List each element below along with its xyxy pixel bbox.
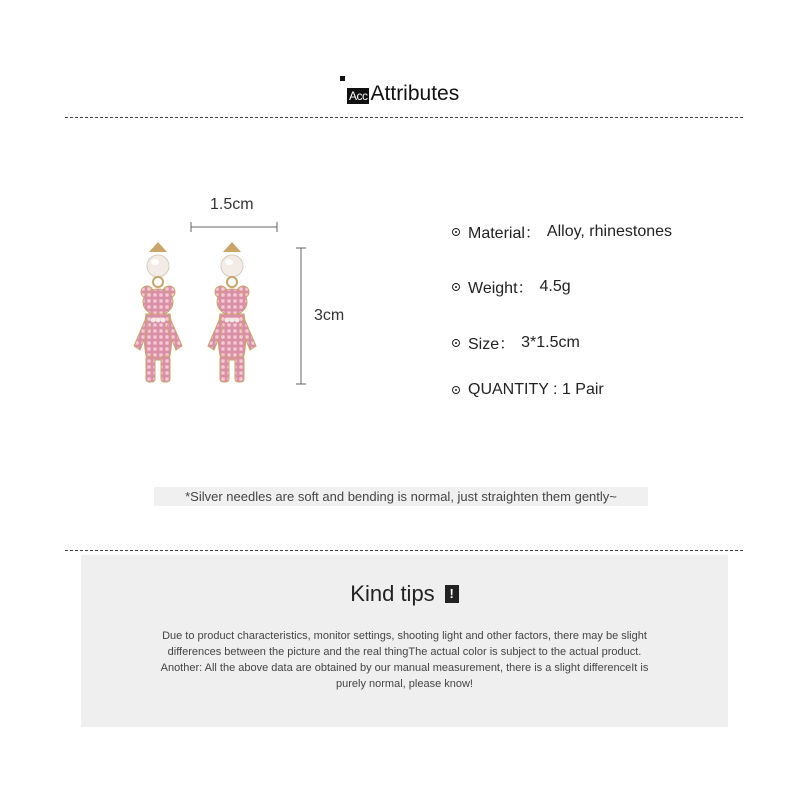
width-label: 1.5cm — [210, 196, 254, 213]
divider-top — [65, 117, 743, 118]
attribute-value: 4.5g — [539, 277, 571, 295]
attribute-quantity — [452, 381, 604, 399]
height-label: 3cm — [314, 307, 345, 324]
attribute-material — [452, 220, 672, 243]
bullet-icon — [452, 283, 460, 291]
kind-tips-panel — [81, 555, 728, 727]
attribute-label: Material： — [468, 225, 541, 242]
attribute-value: Alloy, rhinestones — [546, 222, 673, 240]
product-illustration — [120, 190, 360, 400]
section-title — [340, 76, 459, 106]
attribute-label: Weight： — [468, 280, 534, 297]
title-tag: Acc — [349, 89, 368, 103]
needle-note: *Silver needles are soft and bending is normal, just straighten them gently~ — [154, 487, 648, 506]
earrings-image — [120, 190, 360, 400]
bullet-icon — [452, 386, 460, 394]
tips-line: Another: All the above data are obtained by our manual measurement, there is a slight differenceIt is — [160, 662, 649, 674]
earring-right — [208, 242, 256, 382]
bullet-icon — [452, 339, 460, 347]
tips-line: purely normal, please know! — [336, 678, 473, 690]
attribute-label: Size： — [468, 336, 516, 353]
earring-left — [134, 242, 182, 382]
bullet-icon — [452, 228, 460, 236]
tips-line: differences between the picture and the real thingThe actual color is subject to the actual product. — [167, 646, 642, 658]
kind-tips-text — [121, 628, 688, 692]
kind-tips-heading — [81, 581, 728, 607]
tips-line: Due to product characteristics, monitor settings, shooting light and other factors, there may be slight — [162, 630, 647, 642]
kind-tips-title: Kind tips — [350, 581, 435, 606]
attribute-value: 3*1.5cm — [521, 333, 580, 351]
title-dot — [340, 76, 345, 81]
attribute-weight — [452, 275, 571, 298]
attribute-label: QUANTITY : 1 Pair — [468, 381, 604, 398]
page-title: Attributes — [370, 82, 460, 105]
exclamation-icon: ! — [445, 585, 459, 603]
attribute-size — [452, 331, 580, 354]
divider-middle — [65, 550, 743, 551]
